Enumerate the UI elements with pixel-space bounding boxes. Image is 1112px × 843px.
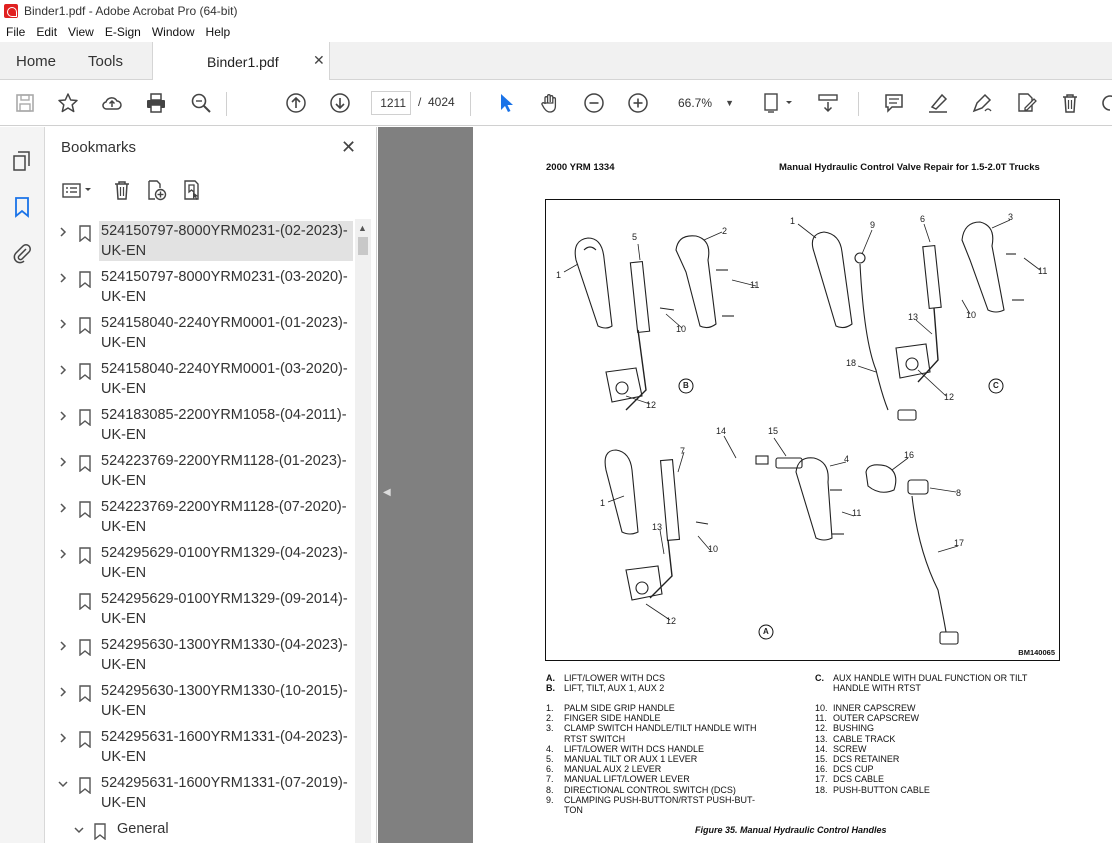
legend-key [546,805,564,815]
previous-page-icon[interactable] [284,91,308,115]
bookmark-label: 524158040-2240YRM0001-(01-2023)-UK-EN [101,315,348,351]
views-legend-right [815,673,1075,693]
part-label: 11 [750,280,760,290]
legend-row [546,734,806,744]
rotate-icon[interactable] [1098,91,1112,115]
bookmark-item[interactable] [45,403,357,449]
bookmark-icon [78,271,92,288]
legend-key: C. [815,673,824,683]
delete-bookmark-icon[interactable] [109,177,135,203]
chevron-right-icon[interactable] [57,364,69,376]
bookmark-icon [78,639,92,656]
bookmark-label: 524183085-2200YRM1058-(04-2011)-UK-EN [101,407,347,443]
legend-value: FINGER SIDE HANDLE [564,713,661,724]
view-label: A [763,627,769,636]
part-label: 10 [966,310,977,320]
legend-key: 17. [815,774,828,785]
page-number-input[interactable]: 1211 [371,91,411,115]
legend-value: OUTER CAPSCREW [833,713,920,724]
part-label: 15 [768,426,779,436]
zoom-out-icon[interactable] [582,91,606,115]
part-label: 11 [1038,266,1048,276]
tab-document-label: Binder1.pdf [207,54,279,70]
close-panel-icon[interactable]: ✕ [341,137,357,157]
bookmark-label: 524295629-0100YRM1329-(04-2023)-UK-EN [101,545,348,581]
bookmark-options-icon[interactable] [59,177,97,203]
part-label: 12 [944,392,955,402]
legend-key: 11. [815,713,827,724]
draw-pen-icon[interactable] [970,91,994,115]
legend-value: CLAMPING PUSH-BUTTON/RTST PUSH-BUT- [564,794,756,805]
legend-key: A. [546,673,555,683]
legend-row [546,795,806,805]
page-total: 4024 [428,95,455,109]
part-label: 1 [600,498,606,508]
scroll-mode-icon[interactable] [816,91,840,115]
bookmark-label: 524295630-1300YRM1330-(10-2015)-UK-EN [101,683,348,719]
tab-home[interactable]: Home [16,53,57,70]
legend-value: LIFT, TILT, AUX 1, AUX 2 [564,683,665,694]
select-cursor-icon[interactable] [494,91,518,115]
legend-row [815,774,1045,784]
legend-key: 6. [546,764,554,775]
legend-row [815,744,1045,754]
legend-value: DCS CUP [833,764,874,775]
star-icon[interactable] [56,91,80,115]
legend-value: PUSH-BUTTON CABLE [833,784,930,795]
part-label: 5 [632,232,638,242]
scroll-thumb[interactable] [358,237,368,255]
part-label: 12 [666,616,677,626]
legend-value: TON [564,805,583,816]
legend-row [815,673,1075,683]
legend-key: 15. [815,754,828,765]
legend-value: HANDLE WITH RTST [833,683,921,694]
main-toolbar [0,80,1112,126]
menu-edit[interactable]: Edit [36,25,58,39]
bookmarks-panel [45,127,377,843]
menu-bar [0,22,1112,42]
legend-key: 2. [546,713,554,724]
bookmark-label: General [117,821,169,837]
legend-row [546,673,796,683]
legend-key: 8. [546,784,554,795]
bookmark-panel-icon[interactable] [10,195,34,219]
bookmark-label: 524223769-2200YRM1128-(07-2020)-UK-EN [101,499,347,535]
legend-row [815,703,1045,713]
bookmark-icon [78,363,92,380]
legend-row [546,764,806,774]
legend-row [546,785,806,795]
legend-row [546,713,806,723]
toolbar-divider [470,92,471,116]
legend-row [815,785,1045,795]
legend-row [546,683,796,693]
zoom-level-value: 66.7% [678,96,713,110]
legend-key: 4. [546,743,554,754]
bookmark-item[interactable] [45,265,357,311]
parts-legend-left [546,703,806,815]
legend-value: CLAMP SWITCH HANDLE/TILT HANDLE WITH [564,723,757,734]
bookmark-item[interactable] [45,495,357,541]
legend-value: LIFT/LOWER WITH DCS [564,673,665,683]
view-label: C [993,381,999,390]
menu-view[interactable]: View [68,25,94,39]
legend-value: INNER CAPSCREW [833,703,916,713]
legend-key: 16. [815,764,828,775]
bookmark-label: 524150797-8000YRM0231-(03-2020)-UK-EN [101,269,348,305]
legend-row [546,774,806,784]
chevron-right-icon[interactable] [57,502,69,514]
page-header-left: 2000 YRM 1334 [546,162,615,173]
legend-value: DIRECTIONAL CONTROL SWITCH (DCS) [564,784,736,795]
legend-row [546,754,806,764]
bookmark-item[interactable] [45,357,357,403]
bookmark-item[interactable] [45,679,357,725]
bookmark-label: 524295631-1600YRM1331-(04-2023)-UK-EN [101,729,348,765]
legend-key: 7. [546,774,554,785]
part-label: 1 [790,216,796,226]
bookmark-from-selection-icon[interactable] [179,177,205,203]
bookmarks-toolbar [45,173,377,209]
upload-cloud-icon[interactable] [100,91,124,115]
bookmark-icon [78,593,92,610]
legend-key: 5. [546,754,554,765]
bookmark-label: 524295630-1300YRM1330-(04-2023)-UK-EN [101,637,348,673]
legend-value: MANUAL TILT OR AUX 1 LEVER [564,754,698,765]
page-thumbnails-icon[interactable] [10,149,34,173]
tab-tools[interactable]: Tools [88,53,124,70]
tab-document[interactable] [152,42,330,81]
new-bookmark-icon[interactable] [143,177,169,203]
part-label: 17 [954,538,965,548]
bookmark-item[interactable] [45,219,357,265]
bookmark-item[interactable] [45,311,357,357]
legend-key: 10. [815,703,828,713]
edit-pdf-icon[interactable] [1014,91,1038,115]
bookmark-label: 524295631-1600YRM1331-(07-2019)-UK-EN [101,775,348,811]
legend-key: 14. [815,743,828,754]
part-label: 8 [956,488,962,498]
bookmark-icon [78,685,92,702]
chevron-right-icon[interactable] [57,272,69,284]
legend-value: CABLE TRACK [833,733,896,744]
part-label: 9 [870,220,876,230]
bookmark-label: 524295629-0100YRM1329-(09-2014)-UK-EN [101,591,348,627]
part-label: 13 [652,522,663,532]
part-label: 7 [680,446,686,456]
bookmark-icon [78,455,92,472]
part-label: 13 [908,312,919,322]
menu-esign[interactable]: E-Sign [104,25,141,39]
part-label: 14 [716,426,727,436]
legend-key: 12. [815,723,828,734]
part-label: 10 [676,324,687,334]
bookmark-icon [93,823,107,840]
window-title: Binder1.pdf - Adobe Acrobat Pro (64-bit) [24,4,238,18]
chevron-right-icon[interactable] [57,410,69,422]
part-label: 4 [844,454,850,464]
zoom-in-icon[interactable] [626,91,650,115]
bookmark-item[interactable] [45,725,357,771]
bookmark-icon [78,731,92,748]
document-viewport[interactable] [378,127,1112,843]
figure-caption: Figure 35. Manual Hydraulic Control Handles [695,825,887,835]
pdf-page [473,127,1112,843]
bookmark-item[interactable] [45,587,357,633]
bookmark-icon [78,501,92,518]
legend-row [815,754,1045,764]
legend-value: MANUAL LIFT/LOWER LEVER [564,774,690,785]
legend-value: DCS CABLE [833,774,885,785]
bookmark-item-general[interactable] [45,817,357,843]
chevron-right-icon[interactable] [57,226,69,238]
bookmark-icon [78,777,92,794]
hand-tool-icon[interactable] [538,91,562,115]
part-label: 3 [1008,212,1014,222]
legend-key: 18. [815,784,828,795]
bookmark-label: 524223769-2200YRM1128-(01-2023)-UK-EN [101,453,347,489]
legend-row [546,744,806,754]
menu-file[interactable]: File [6,25,26,39]
page-header-right: Manual Hydraulic Control Valve Repair for 1.5-2.0T Trucks [779,162,1040,173]
chevron-right-icon[interactable] [57,732,69,744]
chevron-down-icon[interactable] [57,778,69,790]
chevron-down-icon[interactable] [73,824,85,836]
acrobat-logo-icon [4,4,18,18]
legend-key: B. [546,683,555,694]
bookmark-icon [78,409,92,426]
chevron-right-icon[interactable] [57,548,69,560]
delete-trash-icon[interactable] [1058,91,1082,115]
legend-row [546,703,806,713]
collapse-panel-icon[interactable]: ◀ [383,487,391,498]
bookmark-item[interactable] [45,771,357,817]
parts-legend-right [815,703,1045,795]
part-label: 11 [852,508,862,518]
legend-value: BUSHING [833,723,875,734]
bookmark-label: 524158040-2240YRM0001-(03-2020)-UK-EN [101,361,348,397]
bookmarks-title: Bookmarks [61,139,137,156]
chevron-right-icon[interactable] [57,456,69,468]
bookmark-list [45,219,357,843]
attachment-paperclip-icon[interactable] [10,241,34,265]
print-icon[interactable] [144,91,168,115]
chevron-down-icon: ▼ [725,98,734,108]
legend-key [546,734,564,744]
save-icon[interactable] [13,91,37,115]
part-label: 12 [646,400,657,410]
menu-help[interactable]: Help [205,25,231,39]
tab-bar [0,42,1112,80]
title-bar [0,0,1112,22]
exploded-handles-drawing [546,200,1061,662]
navigation-rail [0,127,45,843]
toolbar-divider [226,92,227,116]
legend-row [815,734,1045,744]
legend-row [815,713,1045,723]
legend-value: AUX HANDLE WITH DUAL FUNCTION OR TILT [833,673,1028,683]
page-fit-icon[interactable] [760,91,796,115]
bookmark-icon [78,547,92,564]
menu-window[interactable]: Window [151,25,195,39]
legend-row [546,723,806,733]
comment-icon[interactable] [882,91,906,115]
close-tab-icon[interactable]: ✕ [313,52,325,68]
part-label: 2 [722,226,728,236]
next-page-icon[interactable] [328,91,352,115]
part-label: 10 [708,544,719,554]
part-label: 1 [556,270,562,280]
legend-value: LIFT/LOWER WITH DCS HANDLE [564,743,705,754]
chevron-right-icon[interactable] [57,640,69,652]
zoom-level-select[interactable] [670,91,742,115]
chevron-right-icon[interactable] [57,686,69,698]
part-label: 16 [904,450,915,460]
legend-value: SCREW [833,743,867,754]
legend-value: DCS RETAINER [833,754,900,765]
legend-row [546,805,806,815]
legend-value: PALM SIDE GRIP HANDLE [564,703,675,713]
legend-key: 3. [546,723,554,734]
bookmark-scrollbar[interactable] [355,219,371,843]
views-legend-left [546,673,796,693]
figure-code: BM140065 [1018,648,1055,657]
legend-row [815,683,1075,693]
bookmark-item[interactable] [45,633,357,679]
part-label: 6 [920,214,926,224]
legend-key [815,683,833,693]
zoom-search-icon[interactable] [189,91,213,115]
scroll-up-icon[interactable]: ▲ [358,223,367,233]
view-label: B [683,381,689,390]
toolbar-divider [858,92,859,116]
legend-key: 9. [546,794,554,805]
legend-row [815,723,1045,733]
legend-key: 1. [546,703,554,713]
bookmark-icon [78,225,92,242]
bookmark-label: 524150797-8000YRM0231-(02-2023)-UK-EN [99,221,353,261]
legend-row [815,764,1045,774]
bookmark-item[interactable] [45,541,357,587]
legend-key: 13. [815,733,828,744]
legend-value: MANUAL AUX 2 LEVER [564,764,662,775]
highlight-pen-icon[interactable] [926,91,950,115]
bookmark-icon [78,317,92,334]
page-separator: / [418,95,422,109]
bookmark-item[interactable] [45,449,357,495]
chevron-right-icon[interactable] [57,318,69,330]
legend-value: RTST SWITCH [564,733,626,744]
figure-illustration [545,199,1060,661]
part-label: 18 [846,358,857,368]
